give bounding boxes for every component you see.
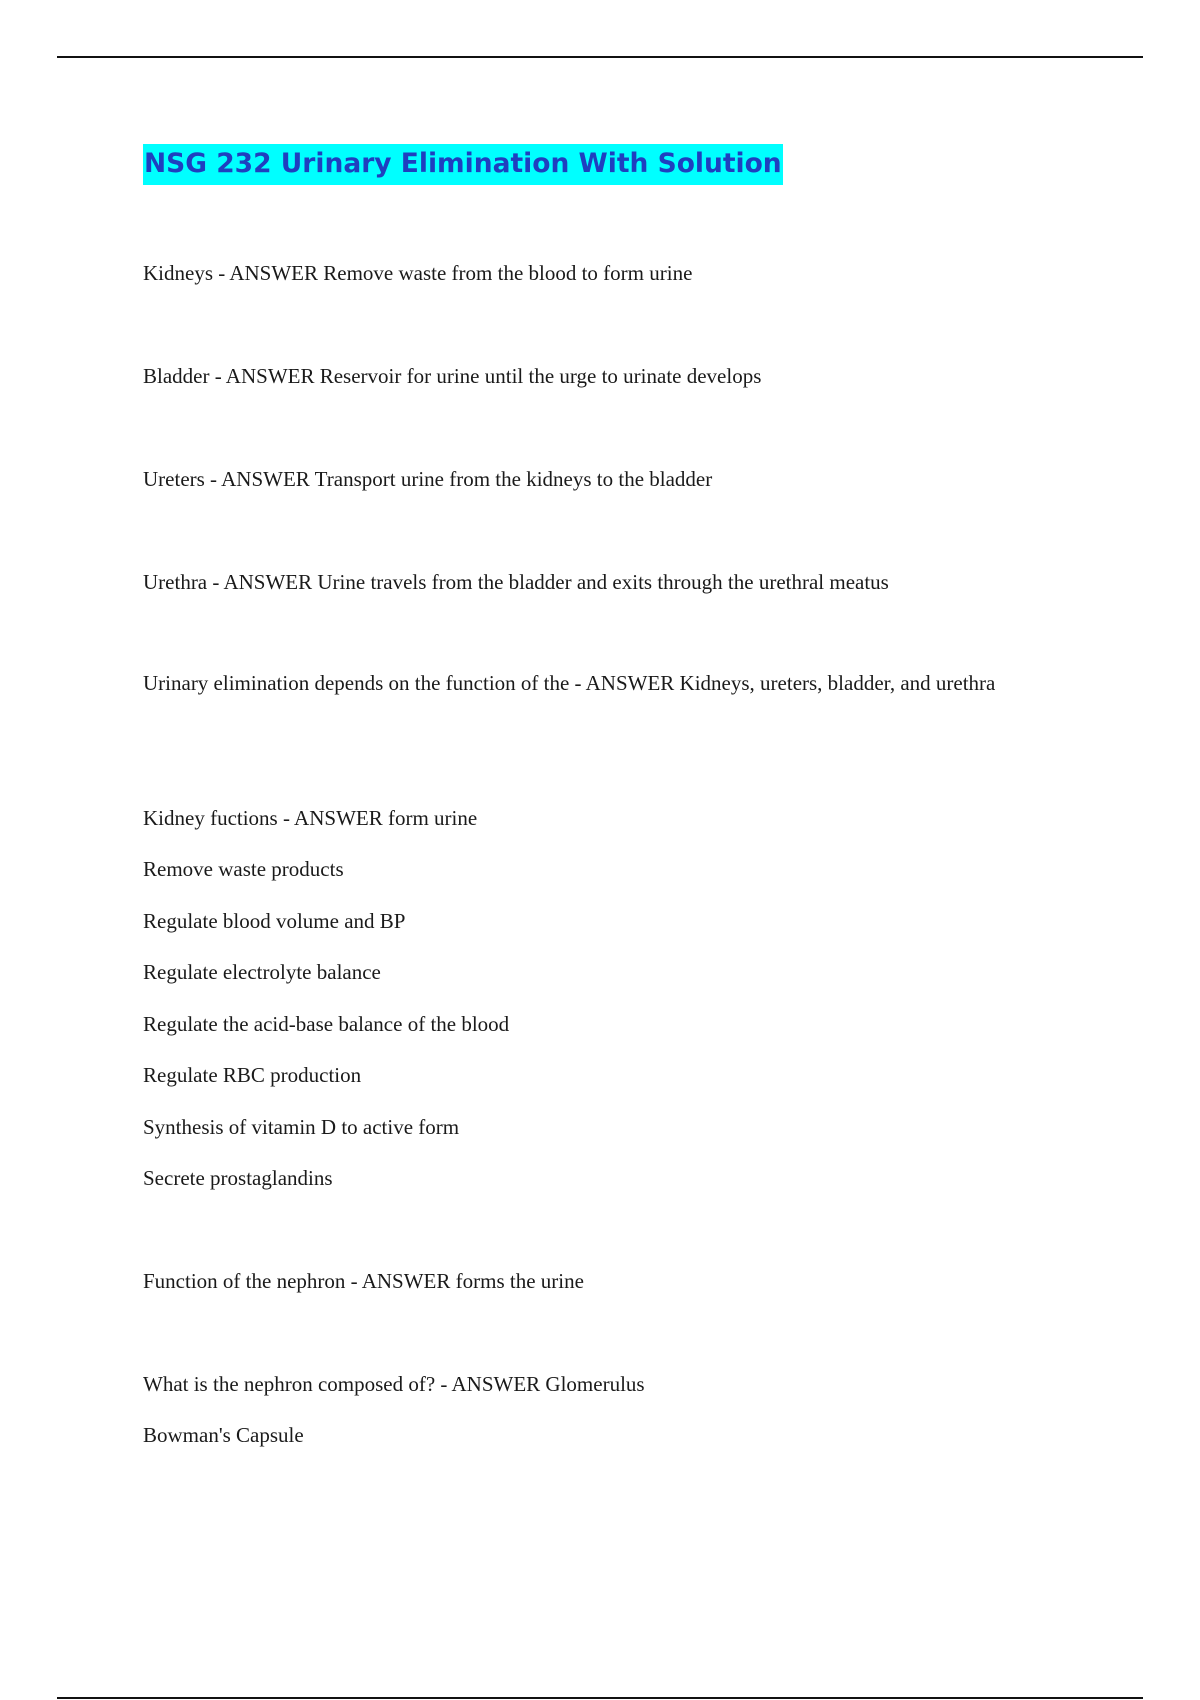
top-rule — [57, 56, 1143, 58]
qa-ureters: Ureters - ANSWER Transport urine from the kidneys to the bladder — [143, 467, 713, 491]
qa-nephron-function: Function of the nephron - ANSWER forms the urine — [143, 1269, 584, 1293]
list-item: Remove waste products — [143, 857, 344, 881]
list-item: Regulate the acid-base balance of the blood — [143, 1012, 510, 1036]
qa-urethra: Urethra - ANSWER Urine travels from the bladder and exits through the urethral meatus — [143, 570, 889, 594]
list-item: Bowman's Capsule — [143, 1423, 304, 1447]
qa-nephron-composition: What is the nephron composed of? - ANSWER Glomerulus — [143, 1372, 645, 1396]
qa-kidney-functions: Kidney fuctions - ANSWER form urine — [143, 806, 478, 830]
list-item: Secrete prostaglandins — [143, 1166, 333, 1190]
bottom-rule — [57, 1697, 1143, 1699]
qa-urinary-elimination: Urinary elimination depends on the function of the - ANSWER Kidneys, ureters, bladder, and urethra — [143, 671, 996, 695]
qa-bladder: Bladder - ANSWER Reservoir for urine until the urge to urinate develops — [143, 364, 762, 388]
list-item: Regulate blood volume and BP — [143, 909, 406, 933]
document-title: NSG 232 Urinary Elimination With Solution — [143, 144, 783, 185]
list-item: Regulate electrolyte balance — [143, 960, 381, 984]
qa-kidneys: Kidneys - ANSWER Remove waste from the blood to form urine — [143, 261, 693, 285]
list-item: Regulate RBC production — [143, 1063, 362, 1087]
list-item: Synthesis of vitamin D to active form — [143, 1115, 460, 1139]
